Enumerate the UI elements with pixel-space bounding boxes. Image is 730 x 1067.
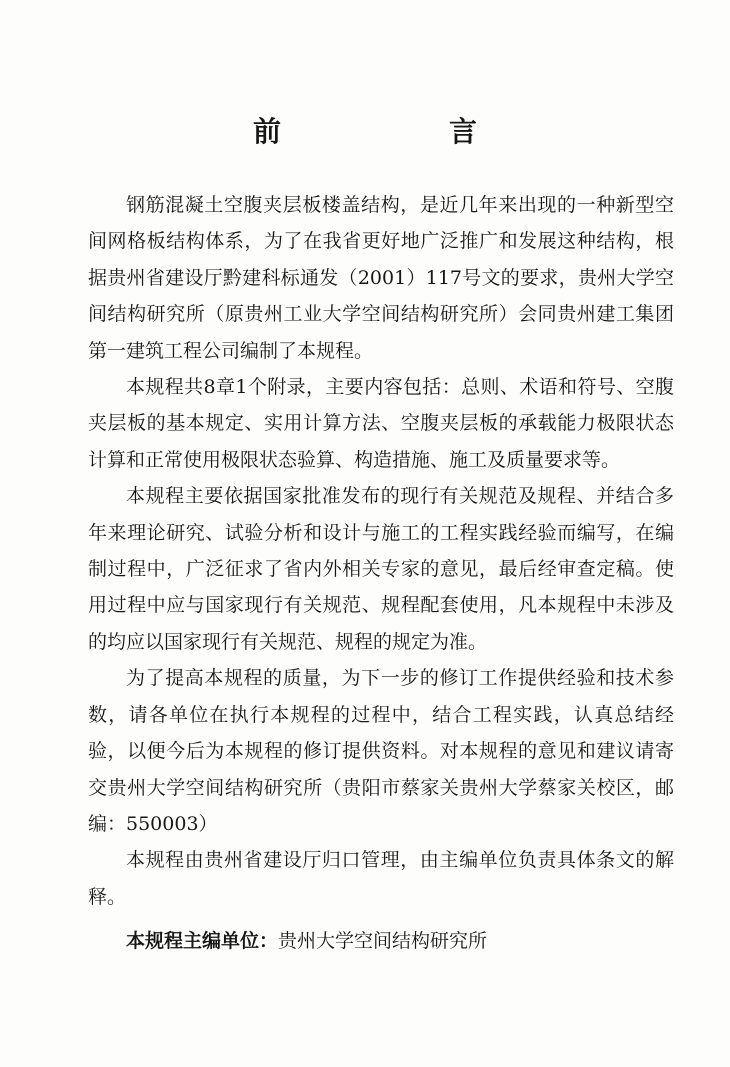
paragraph-intro: 钢筋混凝土空腹夹层板楼盖结构，是近几年来出现的一种新型空间网格板结构体系，为了在我省更好地广泛推广和发展这种结构，根据贵州省建设厅黔建科标通发（2001）117号文的要求，贵州大学空间结构研究所（原贵州工业大学空间结构研究所）会同贵州建工集团第一建筑工程公司编制了本规程。 [88,194,674,362]
chief-unit-label: 本规程主编单位： [126,930,279,953]
chief-unit-value: 贵州大学空间结构研究所 [278,930,488,953]
paragraph-feedback: 为了提高本规程的质量，为下一步的修订工作提供经验和技术参数，请各单位在执行本规程的过程中，结合工程实践，认真总结经验，以便今后为本规程的修订提供资料。对本规程的意见和建议请寄交贵州大学空间结构研究所（贵阳市蔡家关贵州大学蔡家关校区，邮编：550003） [88,667,674,835]
preface-body [88,187,674,960]
chief-unit-line [88,923,674,959]
paragraph-basis: 本规程主要依据国家批准发布的现行有关规范及规程、并结合多年来理论研究、试验分析和设计与施工的工程实践经验而编写，在编制过程中，广泛征求了省内外相关专家的意见，最后经审查定稿。使用过程中应与国家现行有关规范、规程配套使用，凡本规程中未涉及的均应以国家现行有关规范、规程的规定为准。 [88,485,674,653]
paragraph-management: 本规程由贵州省建设厅归口管理，由主编单位负责具体条文的解释。 [88,849,674,908]
page-title: 前 言 [252,115,547,148]
paragraph-contents: 本规程共8章1个附录，主要内容包括：总则、术语和符号、空腹夹层板的基本规定、实用计算方法、空腹夹层板的承载能力极限状态计算和正常使用极限状态验算、构造措施、施工及质量要求等。 [88,376,674,471]
